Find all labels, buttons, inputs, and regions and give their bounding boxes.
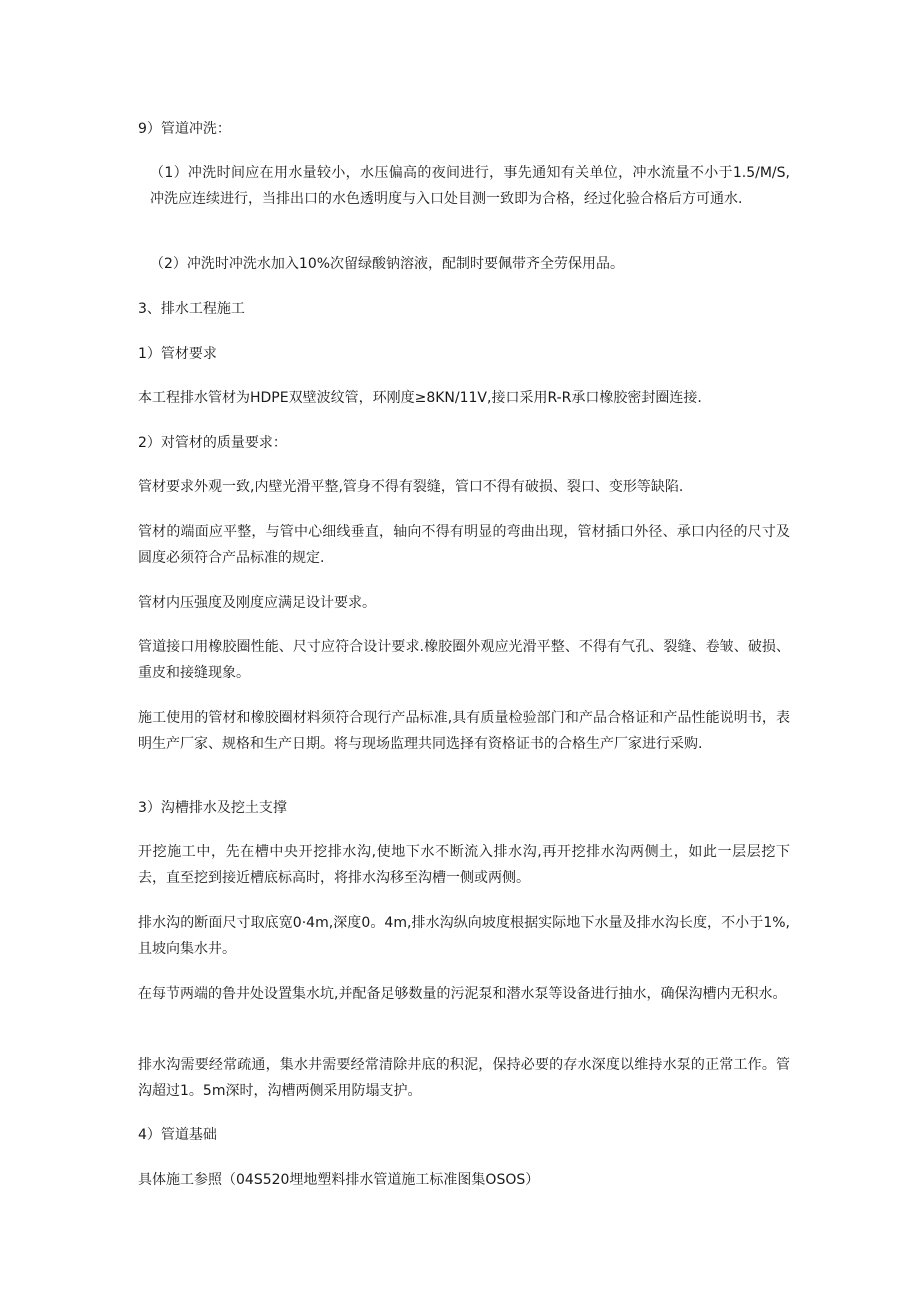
paragraph-appearance: 管材要求外观一致,内壁光滑平整,管身不得有裂缝，管口不得有破损、裂口、变形等缺陷. <box>138 479 684 495</box>
paragraph-end-face: 管材的端面应平整，与管中心细线垂直，轴向不得有明显的弯曲出现，管材插口外径、承口内径的尺寸及圆度必须符合产品标准的规定. <box>138 524 790 566</box>
paragraph-reference: 具体施工参照（04S520埋地塑料排水管道施工标准图集OSOS） <box>138 1172 540 1188</box>
paragraph-sump: 在每节两端的鲁井处设置集水坑,并配备足够数量的污泥泵和潜水泵等设备进行抽水，确保沟槽内无积水。 <box>138 986 787 1002</box>
paragraph-excavation: 开挖施工中，先在槽中央开挖排水沟,使地下水不断流入排水沟,再开挖排水沟两侧土，如此一层层挖下去，直至挖到接近槽底标高时，将排水沟移至沟槽一侧或两侧。 <box>138 844 790 886</box>
paragraph-rubber-ring: 管道接口用橡胶圈性能、尺寸应符合设计要求.橡胶圈外观应光滑平整、不得有气孔、裂缝、卷皱、破损、重皮和接缝现象。 <box>138 639 790 681</box>
heading-quality-requirements: 2）对管材的质量要求： <box>138 435 287 451</box>
heading-drainage-construction: 3、排水工程施工 <box>138 301 245 317</box>
paragraph-ditch-dimensions: 排水沟的断面尺寸取底宽0·4m,深度0。4m,排水沟纵向坡度根据实际地下水量及排水沟长度，不小于1%,且坡向集水井。 <box>138 915 790 957</box>
heading-pipe-foundation: 4）管道基础 <box>138 1127 217 1143</box>
heading-pipe-flushing: 9）管道冲洗： <box>138 121 231 137</box>
paragraph-strength: 管材内压强度及刚度应满足设计要求。 <box>138 595 376 611</box>
heading-pipe-requirements: 1）管材要求 <box>138 346 217 362</box>
paragraph-maintenance: 排水沟需要经常疏通，集水井需要经常清除井底的积泥，保持必要的存水深度以维持水泵的正常工作。管沟超过1。5m深时，沟槽两侧采用防塌支护。 <box>138 1057 790 1099</box>
paragraph-pipe-material: 本工程排水管材为HDPE双壁波纹管，环刚度≥8KN/11V,接口采用R-R承口橡胶密封圈连接. <box>138 390 702 406</box>
heading-trench-drainage: 3）沟槽排水及挖土支撑 <box>138 800 287 816</box>
paragraph-flushing-time: （1）冲洗时间应在用水量较小，水压偏高的夜间进行，事先通知有关单位，冲水流量不小于1.5/M/S,冲洗应连续进行，当排出口的水色透明度与入口处目测一致即为合格，经过化验合格后方可通水. <box>150 165 790 207</box>
paragraph-flushing-additive: （2）冲洗时冲洗水加入10%次留绿酸钠溶液，配制时要佩带齐全劳保用品。 <box>150 256 625 272</box>
paragraph-materials-standard: 施工使用的管材和橡胶圈材料须符合现行产品标准,具有质量检验部门和产品合格证和产品性能说明书，表明生产厂家、规格和生产日期。将与现场监理共同选择有资格证书的合格生产厂家进行采购. <box>138 710 790 752</box>
